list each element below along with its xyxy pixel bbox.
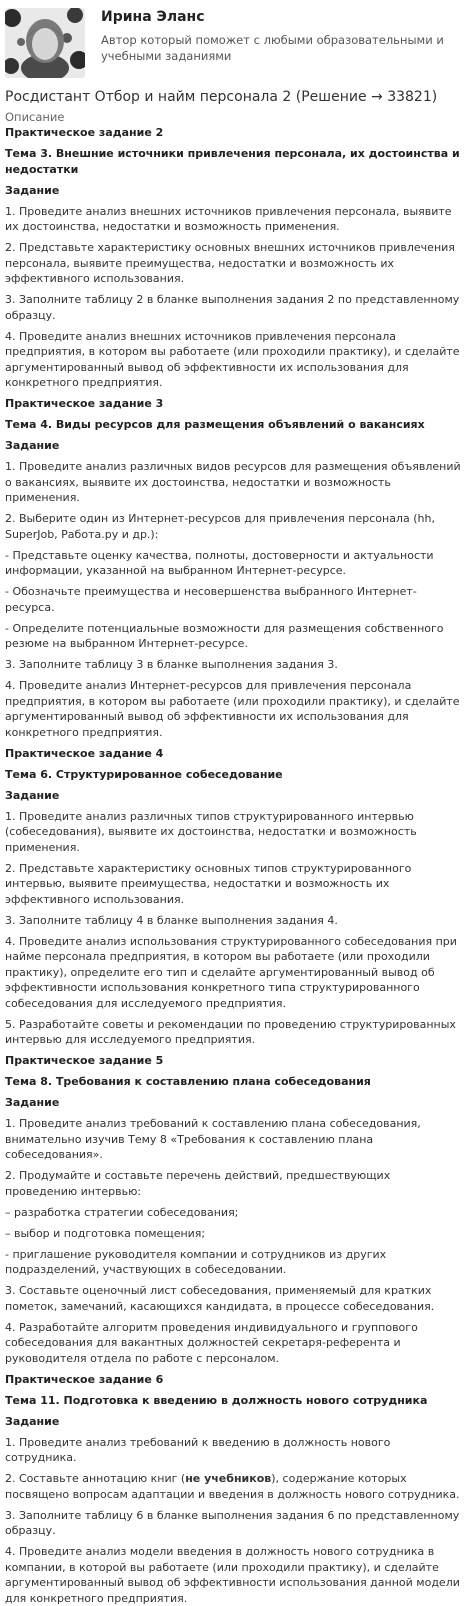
task-item-text: 2. Составьте аннотацию книг ( bbox=[5, 1472, 186, 1485]
section-heading: Тема 11. Подготовка к введению в должность нового сотрудника bbox=[5, 1393, 428, 1407]
section-heading: Задание bbox=[5, 439, 60, 452]
author-name[interactable]: Ирина Эланс bbox=[101, 9, 205, 25]
section-heading: Задание bbox=[5, 183, 60, 197]
section-heading: Тема 4. Виды ресурсов для размещения объявлений о вакансиях bbox=[5, 418, 425, 431]
task-item: 2. Продумайте и составьте перечень действий, предшествующих проведению интервью: bbox=[5, 1169, 391, 1198]
task-item: 4. Проведите анализ Интернет-ресурсов для привлечения персонала предприятия, в котором вы работаете (или проходили практику), и сделайте аргументированный вывод об эффективности их использования для конкретного предприятия. bbox=[5, 679, 460, 739]
task-item: 3. Заполните таблицу 2 в бланке выполнения задания 2 по представленному образцу. bbox=[5, 293, 460, 322]
task-item: 4. Проведите анализ внешних источников привлечения персонала предприятия, в котором вы работаете (или проходили практику), и сделайте аргументированный вывод об эффективности их использования для конкретного предприятия. bbox=[5, 329, 460, 389]
task-item: - Представьте оценку качества, полноты, достоверности и актуальности информации, указанной на выбранном Интернет-ресурсе. bbox=[5, 548, 434, 577]
task-content bbox=[5, 125, 464, 1606]
task-item: 1. Проведите анализ требований к составлению плана собеседования, внимательно изучив Тему 8 «Требования к составлению плана собеседования». bbox=[5, 1117, 421, 1161]
task-item: 1. Проведите анализ различных видов ресурсов для размещения объявлений о вакансиях, выявите их достоинства, недостатки и возможность применения. bbox=[5, 460, 461, 504]
task-item: - приглашение руководителя компании и сотрудников из других подразделений, участвующих в собеседовании. bbox=[5, 1247, 387, 1276]
section-heading: Практическое задание 3 bbox=[5, 397, 164, 410]
task-item: 4. Разработайте алгоритм проведения индивидуального и группового собеседования для вакантных должностей секретаря-референта и руководителя отдела по работе с персоналом. bbox=[5, 1320, 418, 1365]
description-label: Описание bbox=[5, 110, 65, 124]
task-item: 4. Проведите анализ использования структурированного собеседования при найме персонала предприятия, в котором вы работаете (или проходили практику), определите его тип и сделайте аргументированный вывод об эффективности использования конкретного типа структурированного собеседования для исследуемого предприятия. bbox=[5, 934, 457, 1010]
author-card bbox=[5, 6, 464, 80]
task-item: 1. Проведите анализ внешних источников привлечения персонала, выявите их достоинства, недостатки и возможность применения. bbox=[5, 204, 452, 233]
task-item: 4. Проведите анализ модели введения в должность нового сотрудника в компании, в которой вы работаете (или проходили практику), и сделайте аргументированный вывод об эффективности использования данной модели для конкретного предприятия. bbox=[5, 1545, 460, 1605]
section-heading: Практическое задание 5 bbox=[5, 1054, 164, 1067]
task-item: 2. Представьте характеристику основных типов структурированного интервью, выявите преимущества, недостатки и возможность их эффективного использования. bbox=[5, 861, 412, 906]
task-item: 1. Проведите анализ различных типов структурированного интервью (собеседования), выявите их достоинства, недостатки и возможность применения. bbox=[5, 809, 417, 854]
section-heading: Тема 8. Требования к составлению плана собеседования bbox=[5, 1075, 371, 1088]
author-info bbox=[101, 6, 464, 64]
task-item: - Определите потенциальные возможности для размещения собственного резюме на выбранном Интернет-ресурсе. bbox=[5, 621, 444, 650]
task-item: 2. Выберите один из Интернет-ресурсов для привлечения персонала (hh, SuperJob, Работа.ру и др.): bbox=[5, 512, 435, 541]
task-item: 1. Проведите анализ требований к введению в должность нового сотрудника. bbox=[5, 1435, 391, 1464]
task-item-text: ), содержание которых посвящено вопросам адаптации и введения в должность нового сотрудника. bbox=[5, 1472, 460, 1501]
section-heading: Практическое задание 2 bbox=[5, 126, 164, 139]
section-heading: Практическое задание 4 bbox=[5, 746, 164, 760]
task-item bbox=[5, 1471, 464, 1502]
task-item: – выбор и подготовка помещения; bbox=[5, 1226, 206, 1240]
task-item: 3. Заполните таблицу 3 в бланке выполнения задания 3. bbox=[5, 658, 338, 671]
section-heading: Практическое задание 6 bbox=[5, 1372, 164, 1386]
task-item-emphasis: не учебников bbox=[185, 1472, 272, 1485]
section-heading: Задание bbox=[5, 1096, 60, 1109]
section-heading: Тема 6. Структурированное собеседование bbox=[5, 767, 283, 781]
section-heading: Тема 3. Внешние источники привлечения персонала, их достоинства и недостатки bbox=[5, 147, 460, 176]
page-title: Росдистант Отбор и найм персонала 2 (Решение → 33821) bbox=[5, 89, 438, 105]
task-item: 3. Заполните таблицу 4 в бланке выполнения задания 4. bbox=[5, 913, 338, 927]
task-item: 3. Заполните таблицу 6 в бланке выполнения задания 6 по представленному образцу. bbox=[5, 1508, 460, 1537]
author-description: Автор который поможет с любыми образовательными и учебными заданиями bbox=[101, 33, 444, 63]
task-item: – разработка стратегии собеседования; bbox=[5, 1205, 239, 1219]
task-item: 3. Составьте оценочный лист собеседования, применяемый для кратких пометок, замечаний, касающихся кандидата, в процессе собеседования. bbox=[5, 1284, 435, 1313]
author-avatar[interactable] bbox=[5, 8, 85, 78]
section-heading: Задание bbox=[5, 788, 60, 802]
task-item: - Обозначьте преимущества и несовершенства выбранного Интернет-ресурса. bbox=[5, 585, 417, 614]
task-item: 5. Разработайте советы и рекомендации по проведению структурированных интервью для исследуемого предприятия. bbox=[5, 1017, 456, 1046]
task-item: 2. Представьте характеристику основных внешних источников привлечения персонала, выявите преимущества, недостатки и возможность их эффективного использования. bbox=[5, 241, 455, 285]
section-heading: Задание bbox=[5, 1414, 60, 1428]
